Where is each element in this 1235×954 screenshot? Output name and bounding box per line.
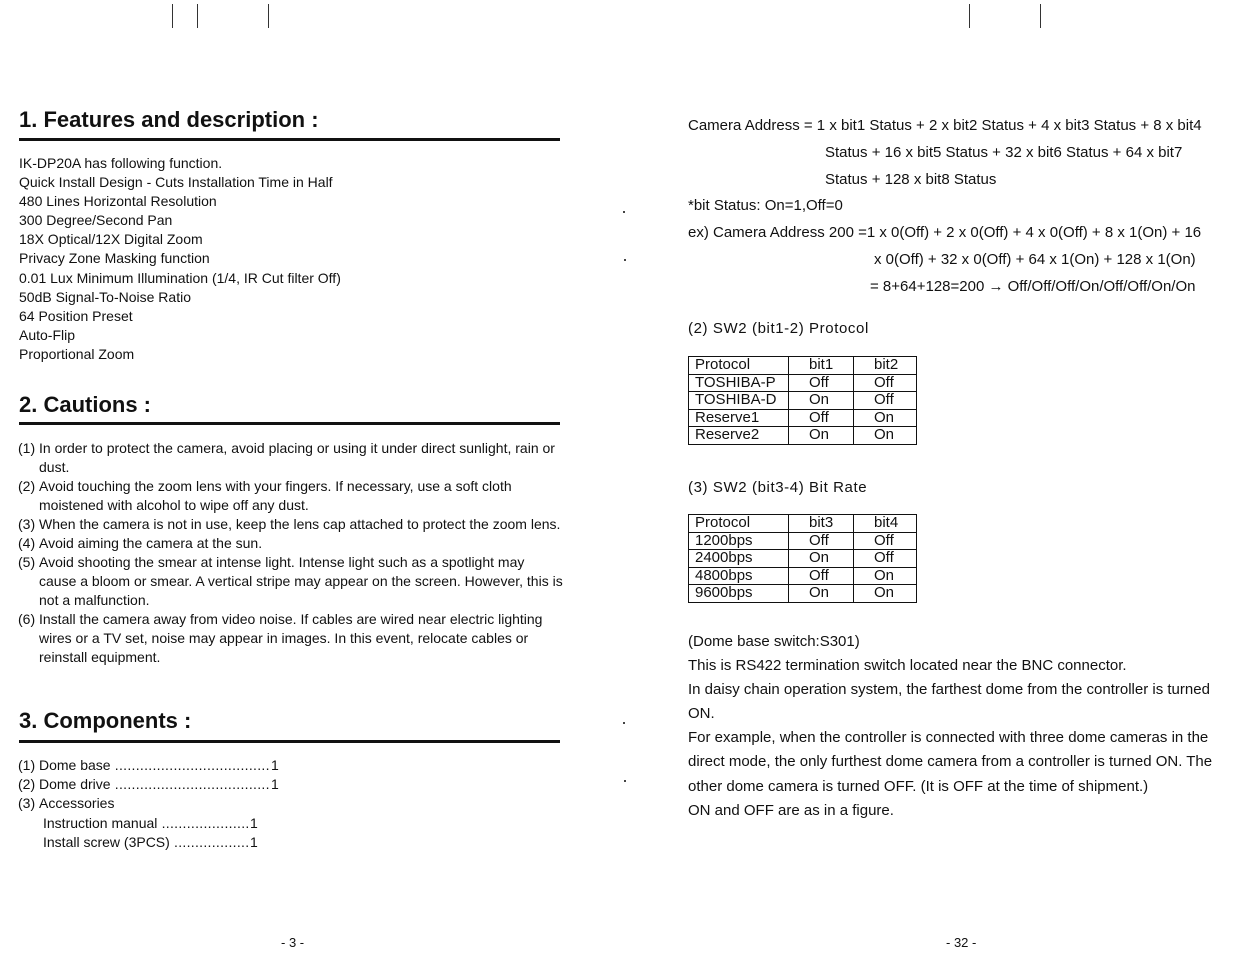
feature-line: IK-DP20A has following function. xyxy=(19,155,223,171)
table-cell: On xyxy=(789,427,854,445)
component-label: Install screw (3PCS) ..... xyxy=(18,833,250,852)
feature-line: 18X Optical/12X Digital Zoom xyxy=(19,231,203,248)
section-rule xyxy=(19,422,560,425)
component-label: Dome base ..... xyxy=(39,756,271,775)
formula-line: Status + 16 x bit5 Status + 32 x bit6 Status + 64 x bit7 xyxy=(825,143,1183,161)
formula-line: = 8+64+128=200 → Off/Off/Off/On/Off/Off/On/On xyxy=(870,277,1196,295)
list-item: (3) Accessories xyxy=(18,794,279,813)
list-item xyxy=(18,814,279,833)
table-cell: On xyxy=(789,550,854,568)
dome-switch-section xyxy=(688,630,1233,823)
features-list xyxy=(19,154,341,364)
protocol-table xyxy=(688,356,917,445)
components-list xyxy=(18,756,279,852)
scan-speck xyxy=(624,259,626,261)
camera-address-formula xyxy=(688,113,1202,301)
table-header-cell: bit4 xyxy=(854,515,917,533)
table-row xyxy=(689,567,917,585)
caution-item xyxy=(18,534,563,553)
table-header-cell: Protocol xyxy=(689,357,789,375)
section-rule xyxy=(19,138,560,141)
scan-mark xyxy=(172,4,173,28)
component-label: Instruction manual ..... xyxy=(18,814,250,833)
table-cell: Off xyxy=(789,532,854,550)
table-cell: On xyxy=(854,427,917,445)
caution-text: Avoid shooting the smear at intense light. Intense light such as a spotlight may cause a bloom or smear. A vertical stripe may appear on the screen. However, this is not a malfunction. xyxy=(39,554,563,608)
table-cell: On xyxy=(789,585,854,603)
caution-item xyxy=(18,439,563,477)
table-header-cell: bit2 xyxy=(854,357,917,375)
table-cell: TOSHIBA-D xyxy=(689,392,789,410)
table-row xyxy=(689,392,917,410)
table-cell: Off xyxy=(854,392,917,410)
table-cell: 4800bps xyxy=(689,567,789,585)
feature-line: 0.01 Lux Minimum Illumination (1/4, IR Cut filter Off) xyxy=(19,269,341,286)
caution-number: (1) xyxy=(18,440,36,456)
caution-text: Avoid touching the zoom lens with your fingers. If necessary, use a soft cloth moistened with alcohol to wipe off any dust. xyxy=(39,478,512,513)
table-cell: 9600bps xyxy=(689,585,789,603)
caution-text: Avoid aiming the camera at the sun. xyxy=(39,535,263,551)
scan-speck xyxy=(623,211,625,213)
table-row xyxy=(689,409,917,427)
list-item xyxy=(18,833,279,852)
table-cell: Off xyxy=(789,374,854,392)
table-cell: On xyxy=(854,409,917,427)
feature-line: 300 Degree/Second Pan xyxy=(19,212,173,229)
table-cell: 1200bps xyxy=(689,532,789,550)
feature-line: Auto-Flip xyxy=(19,326,76,343)
table-cell: 2400bps xyxy=(689,550,789,568)
feature-line: 64 Position Preset xyxy=(19,307,133,324)
bitrate-table xyxy=(688,514,917,603)
page-number: - 32 - xyxy=(946,935,977,950)
caution-number: (5) xyxy=(18,554,36,570)
table-cell: Off xyxy=(789,409,854,427)
feature-line: 50dB Signal-To-Noise Ratio xyxy=(19,288,191,305)
scan-speck xyxy=(623,722,625,724)
caution-item xyxy=(18,515,563,534)
section-rule xyxy=(19,740,560,743)
table-header-cell: bit3 xyxy=(789,515,854,533)
feature-line: Privacy Zone Masking function xyxy=(19,250,210,267)
scan-mark xyxy=(197,4,198,28)
caution-text: Install the camera away from video noise. If cables are wired near electric lighting wires or a TV set, noise may appear in images. In this event, relocate cables or reinstall equipment. xyxy=(39,611,543,665)
table-cell: Off xyxy=(854,374,917,392)
table-cell: TOSHIBA-P xyxy=(689,374,789,392)
scan-mark xyxy=(969,4,970,28)
formula-line: *bit Status: On=1,Off=0 xyxy=(688,197,843,215)
table-row xyxy=(689,585,917,603)
table-header-cell: bit1 xyxy=(789,357,854,375)
table-row xyxy=(689,532,917,550)
table-cell: On xyxy=(854,567,917,585)
feature-line: Quick Install Design - Cuts Installation Time in Half xyxy=(19,174,333,191)
paragraph: This is RS422 termination switch located near the BNC connector. xyxy=(688,657,1127,675)
protocol-heading: (2) SW2 (bit1-2) Protocol xyxy=(688,320,869,337)
component-label: Dome drive ..... xyxy=(39,775,271,794)
table-row xyxy=(689,550,917,568)
formula-line: Status + 128 x bit8 Status xyxy=(825,170,997,188)
table-cell: Reserve1 xyxy=(689,409,789,427)
component-qty: 1 xyxy=(271,757,279,773)
cautions-heading: 2. Cautions : xyxy=(19,392,152,417)
table-cell: Off xyxy=(789,567,854,585)
formula-line: ex) Camera Address 200 =1 x 0(Off) + 2 x 0(Off) + 4 x 0(Off) + 8 x 1(On) + 16 xyxy=(688,224,1202,242)
table-cell: Reserve2 xyxy=(689,427,789,445)
paragraph: In daisy chain operation system, the farthest dome from the controller is turned ON. xyxy=(688,681,1210,723)
component-qty: 1 xyxy=(271,776,279,793)
components-heading: 3. Components : xyxy=(19,708,192,733)
feature-line: Proportional Zoom xyxy=(19,345,135,362)
formula-line: x 0(Off) + 32 x 0(Off) + 64 x 1(On) + 128 x 1(On) xyxy=(874,250,1196,268)
table-cell: Off xyxy=(854,532,917,550)
list-item: (1) Dome base ..... 1 xyxy=(18,756,279,775)
caution-text: In order to protect the camera, avoid placing or using it under direct sunlight, rain or dust. xyxy=(39,440,555,475)
component-qty: 1 xyxy=(250,814,258,831)
caution-item xyxy=(18,477,563,515)
table-cell: On xyxy=(854,585,917,603)
bitrate-heading: (3) SW2 (bit3-4) Bit Rate xyxy=(688,479,868,496)
scan-speck xyxy=(624,780,626,782)
caution-text: When the camera is not in use, keep the lens cap attached to protect the zoom lens. xyxy=(39,516,561,532)
caution-number: (2) xyxy=(18,478,36,494)
paragraph: ON and OFF are as in a figure. xyxy=(688,801,894,819)
caution-item xyxy=(18,610,563,667)
caution-number: (3) xyxy=(18,516,36,532)
cautions-list xyxy=(18,439,563,667)
formula-line: Camera Address = 1 x bit1 Status + 2 x bit2 Status + 4 x bit3 Status + 8 x bit4 xyxy=(688,117,1202,134)
features-heading: 1. Features and description : xyxy=(19,107,319,132)
scan-mark xyxy=(268,4,269,28)
table-cell: On xyxy=(789,392,854,410)
component-qty: 1 xyxy=(250,833,258,850)
component-label: Accessories xyxy=(39,795,115,812)
caution-item xyxy=(18,553,563,610)
paragraph: For example, when the controller is connected with three dome cameras in the direct mode, the only furthest dome camera from a controller is turned ON. The other dome camera is turned OFF. (It is OFF at the time of shipment.) xyxy=(688,729,1213,795)
list-item: (2) Dome drive ..... 1 xyxy=(18,775,279,794)
table-header-cell: Protocol xyxy=(689,515,789,533)
table-header-row xyxy=(689,515,917,533)
table-row xyxy=(689,374,917,392)
feature-line: 480 Lines Horizontal Resolution xyxy=(19,193,217,210)
table-cell: Off xyxy=(854,550,917,568)
caution-number: (4) xyxy=(18,535,36,551)
caution-number: (6) xyxy=(18,611,36,627)
page-number: - 3 - xyxy=(281,935,305,950)
dome-switch-title: (Dome base switch:S301) xyxy=(688,633,860,650)
table-header-row xyxy=(689,357,917,375)
table-row xyxy=(689,427,917,445)
scan-mark xyxy=(1040,4,1041,28)
